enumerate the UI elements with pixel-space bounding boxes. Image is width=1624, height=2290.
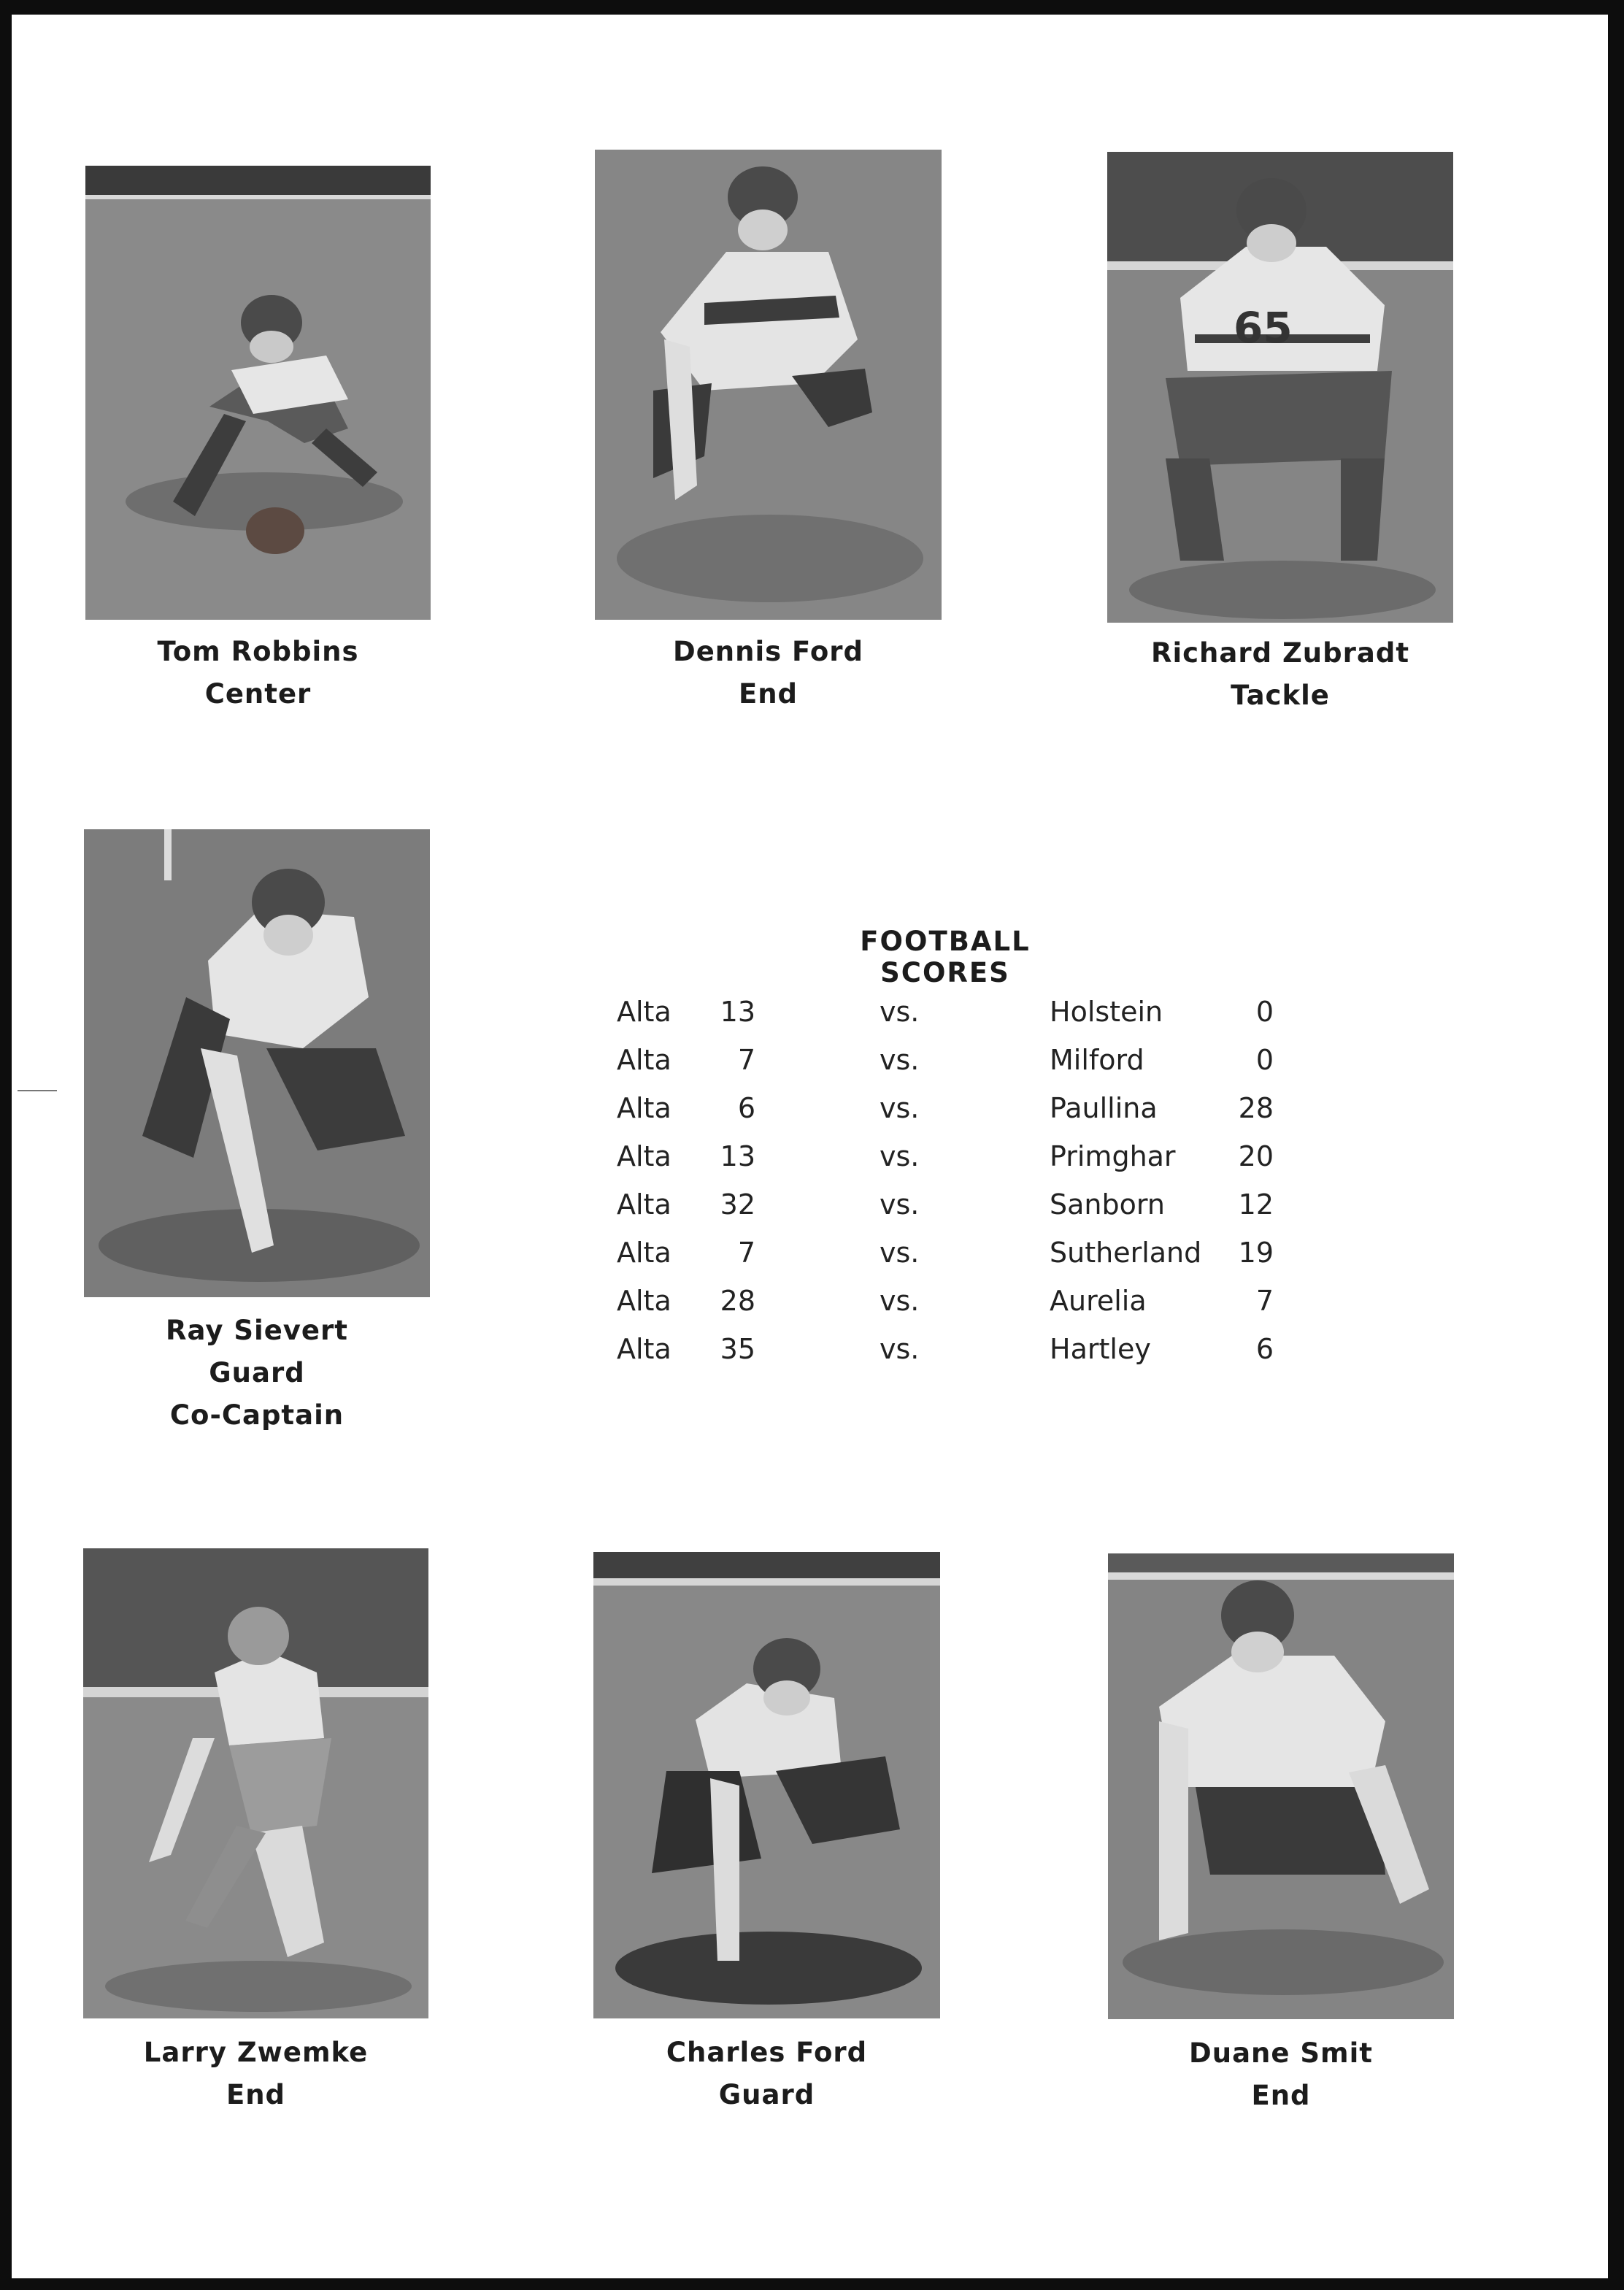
player-position: Guard [209,1357,305,1388]
player-photo-duane-smit [1108,1553,1454,2019]
score-row [617,1086,1274,1130]
opponent-name: Holstein [1050,996,1163,1028]
score-row [617,990,1274,1034]
vs-label: vs. [880,1285,920,1317]
player-name: Duane Smit [1189,2037,1373,2069]
vs-label: vs. [880,1188,920,1221]
team-name: Alta [617,1092,671,1124]
score-row [617,1038,1274,1082]
opponent-name: Hartley [1050,1333,1151,1365]
opponent-score: 7 [1255,1285,1274,1317]
opponent-score: 6 [1255,1333,1274,1365]
team-name: Alta [617,996,671,1028]
opponent-name: Aurelia [1050,1285,1147,1317]
team-score: 7 [737,1044,755,1076]
player-photo-tom-robbins [85,166,431,620]
team-score: 7 [737,1237,755,1269]
opponent-score: 28 [1238,1092,1274,1124]
player-position: End [1251,2080,1311,2111]
score-row [617,1279,1274,1323]
jersey-number: 65 [1234,303,1293,353]
player-position: Guard [718,2079,815,2110]
team-score: 13 [720,996,755,1028]
score-row [617,1134,1274,1178]
opponent-score: 20 [1238,1140,1274,1172]
player-photo-charles-ford [593,1552,940,2018]
player-position: Center [204,678,312,710]
player-name: Charles Ford [666,2037,868,2068]
team-name: Alta [617,1044,671,1076]
opponent-score: 19 [1238,1237,1274,1269]
caption-charles-ford [593,2032,940,2116]
vs-label: vs. [880,1140,920,1172]
caption-ray-sievert [84,1310,430,1437]
opponent-name: Sanborn [1050,1188,1165,1221]
caption-tom-robbins [85,631,431,715]
team-name: Alta [617,1285,671,1317]
player-role: Co-Captain [169,1399,345,1431]
vs-label: vs. [880,1092,920,1124]
team-name: Alta [617,1333,671,1365]
opponent-name: Sutherland [1050,1237,1202,1269]
opponent-name: Milford [1050,1044,1144,1076]
player-name: Dennis Ford [672,636,863,667]
player-photo-dennis-ford [595,150,942,620]
team-score: 6 [737,1092,755,1124]
team-score: 35 [720,1333,755,1365]
player-position: End [226,2079,286,2110]
score-row [617,1183,1274,1226]
opponent-score: 12 [1238,1188,1274,1221]
team-name: Alta [617,1237,671,1269]
caption-larry-zwemke [83,2032,428,2116]
opponent-name: Primghar [1050,1140,1176,1172]
team-name: Alta [617,1140,671,1172]
player-photo-richard-zubradt [1107,152,1453,623]
opponent-name: Paullina [1050,1092,1158,1124]
caption-richard-zubradt [1107,632,1453,717]
opponent-score: 0 [1255,1044,1274,1076]
player-name: Larry Zwemke [143,2037,369,2068]
caption-duane-smit [1108,2032,1454,2117]
opponent-score: 0 [1255,996,1274,1028]
team-score: 13 [720,1140,755,1172]
score-row [617,1231,1274,1275]
scores-title: FOOTBALL SCORES [860,926,1031,988]
vs-label: vs. [880,1044,920,1076]
margin-mark [18,1090,57,1091]
vs-label: vs. [880,1333,920,1365]
team-name: Alta [617,1188,671,1221]
caption-dennis-ford [595,631,942,715]
player-name: Ray Sievert [166,1315,348,1346]
player-position: Tackle [1231,680,1330,711]
score-row [617,1327,1274,1371]
player-name: Tom Robbins [157,636,359,667]
player-photo-larry-zwemke [83,1548,428,2018]
vs-label: vs. [880,996,920,1028]
player-position: End [738,678,798,710]
player-photo-ray-sievert [84,829,430,1297]
team-score: 28 [720,1285,755,1317]
vs-label: vs. [880,1237,920,1269]
player-name: Richard Zubradt [1150,637,1410,669]
team-score: 32 [720,1188,755,1221]
